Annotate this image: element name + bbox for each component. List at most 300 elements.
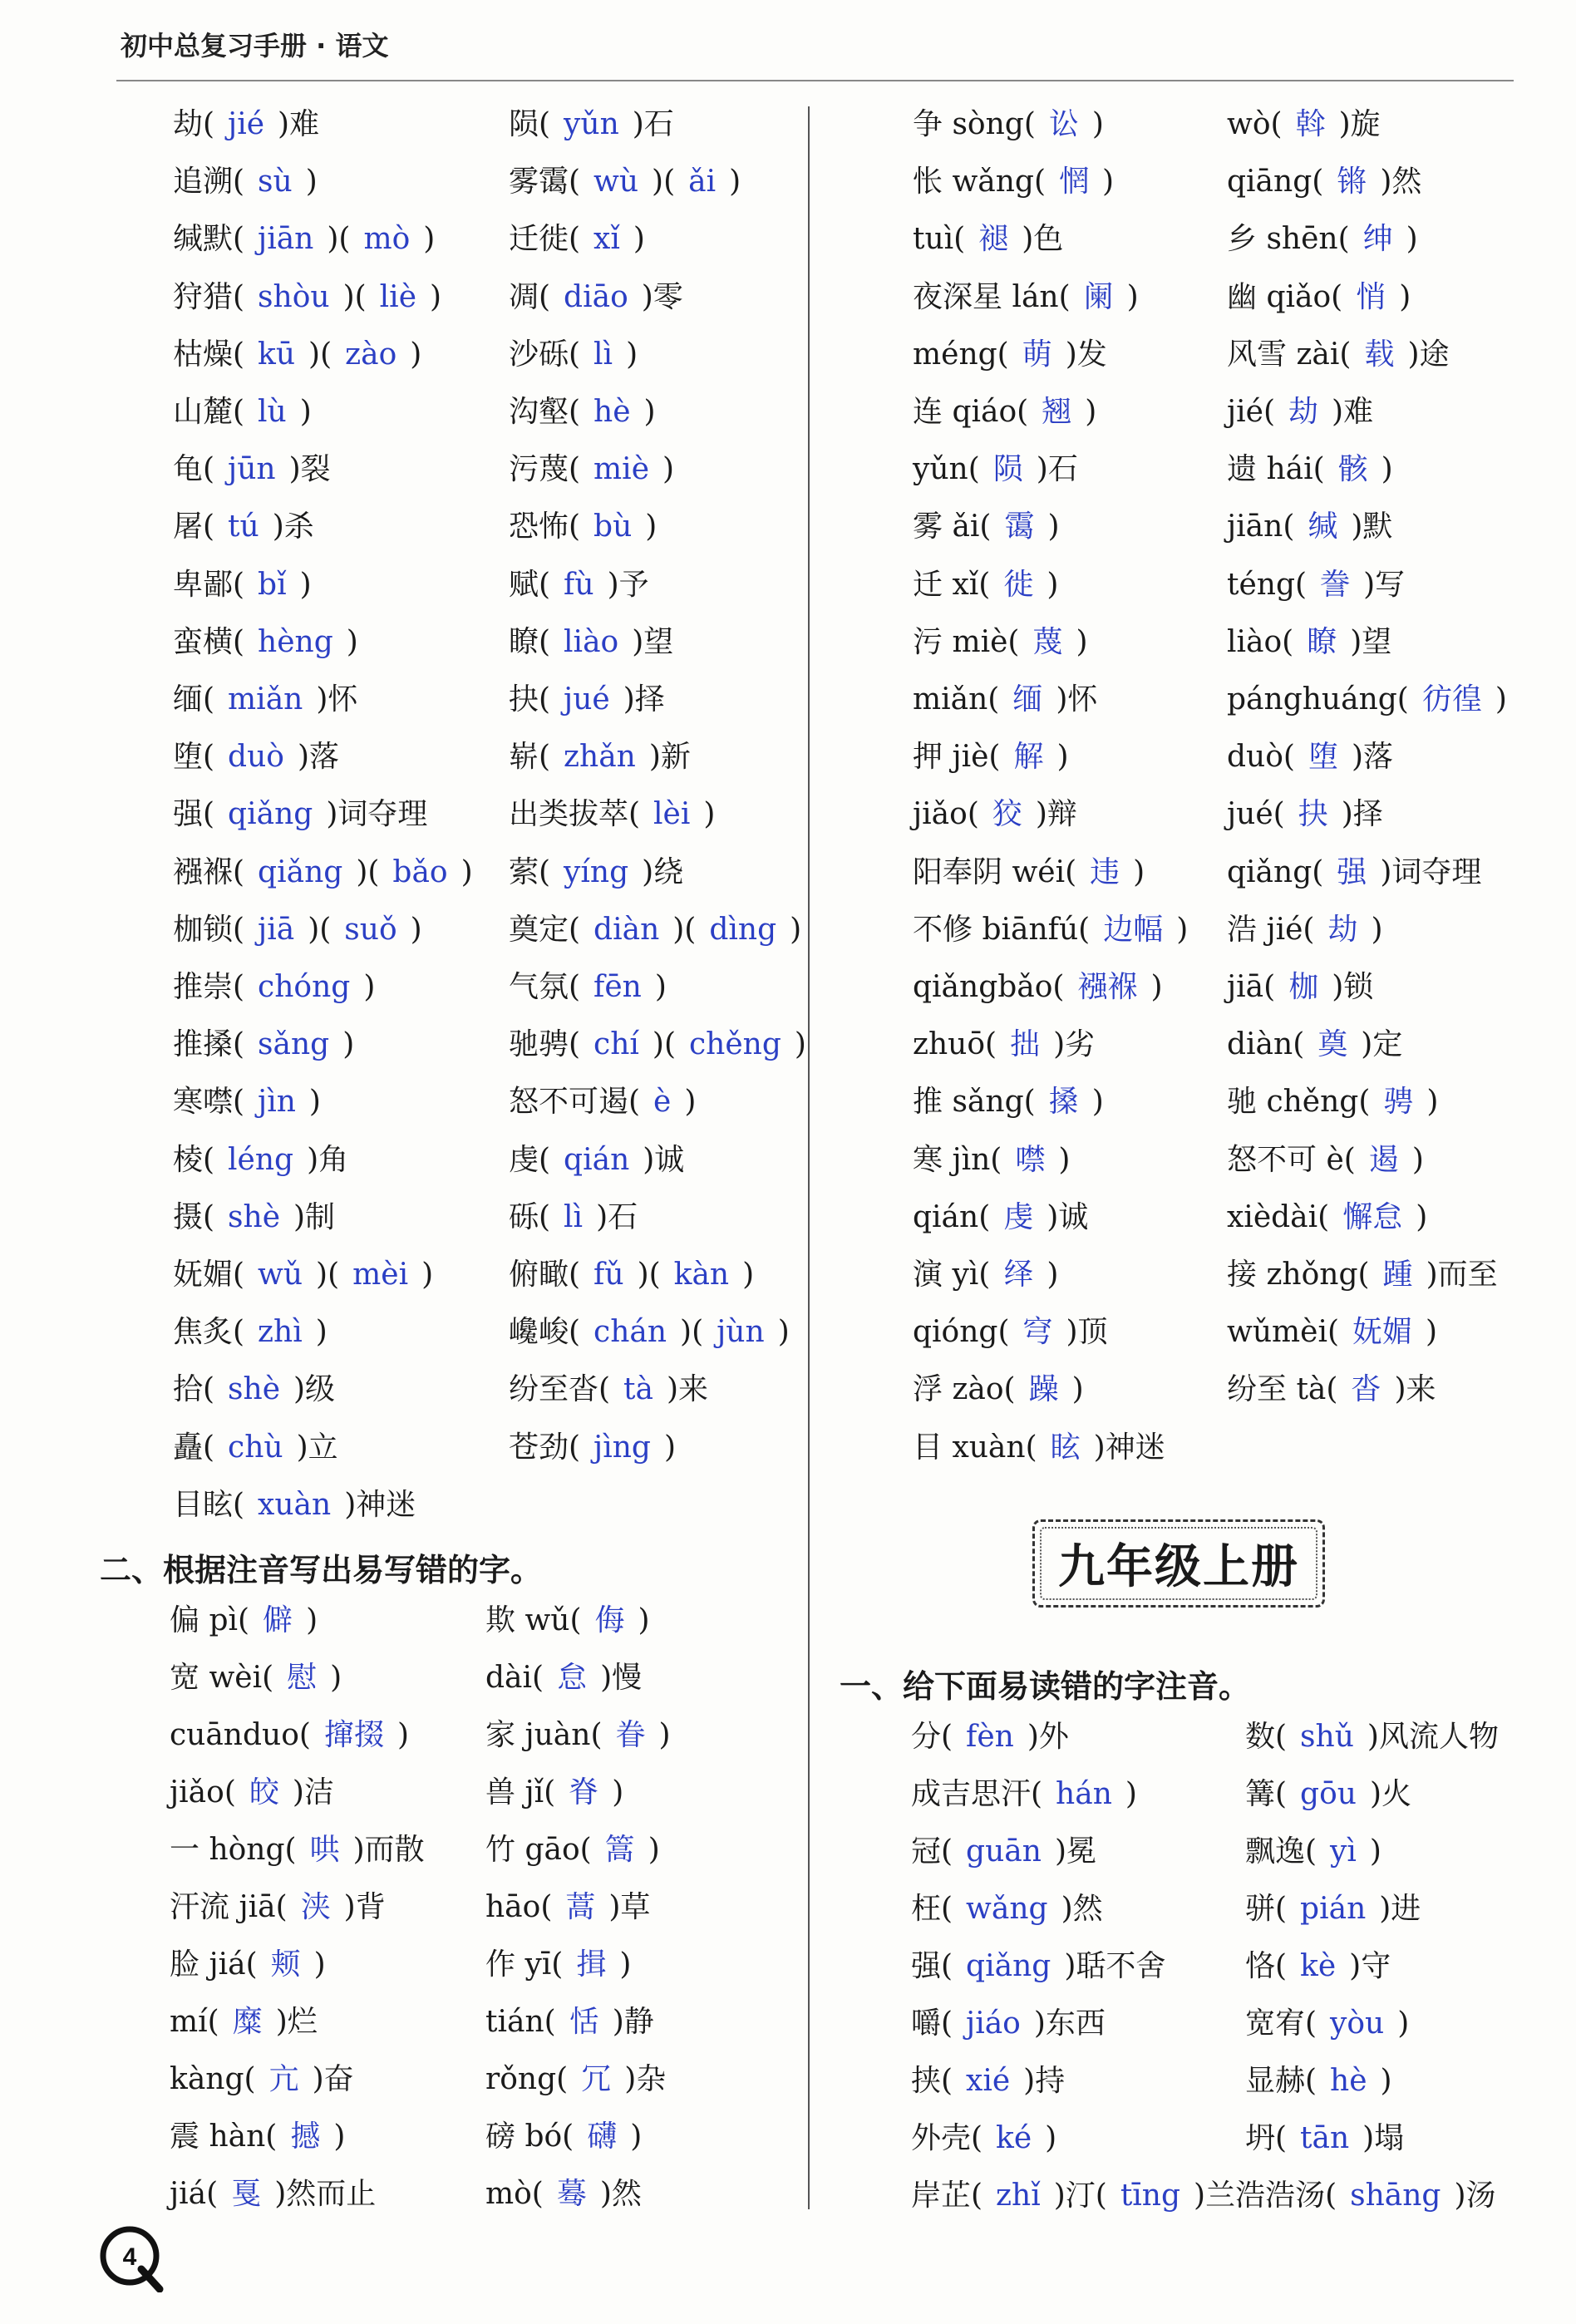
vocab-entry bbox=[913, 624, 1088, 659]
prompt-text: )外 bbox=[1027, 1720, 1069, 1754]
vocab-entry bbox=[509, 222, 645, 257]
answer-text: 虔 bbox=[1003, 1199, 1034, 1234]
answer-text: 惘 bbox=[1059, 165, 1090, 199]
prompt-text: 矗( bbox=[173, 1430, 215, 1465]
answer-text: 缄 bbox=[1308, 510, 1338, 544]
prompt-text: jiǎo( bbox=[913, 797, 979, 832]
prompt-text: wò( bbox=[1227, 107, 1283, 141]
prompt-text: kàng( bbox=[170, 2062, 256, 2096]
prompt-text: )锁 bbox=[1332, 970, 1374, 1004]
answer-text: 绅 bbox=[1362, 222, 1393, 257]
prompt-text: )予 bbox=[607, 567, 649, 602]
prompt-text: )默 bbox=[1351, 510, 1393, 544]
prompt-text: )冕 bbox=[1054, 1834, 1096, 1869]
vocab-entry bbox=[913, 279, 1139, 314]
answer-text: 陨 bbox=[992, 452, 1023, 487]
vocab-entry bbox=[1245, 2006, 1410, 2041]
prompt-text: ) bbox=[645, 510, 657, 544]
answer-text: 颊 bbox=[270, 1947, 301, 1982]
answer-text: 怠 bbox=[557, 1661, 588, 1695]
prompt-text: ) bbox=[423, 222, 436, 257]
vocab-entry bbox=[1227, 1142, 1424, 1177]
prompt-text: 苍劲( bbox=[509, 1430, 581, 1465]
prompt-text: 汗流 jiā( bbox=[170, 1890, 288, 1924]
answer-text: lì bbox=[564, 1199, 584, 1234]
prompt-text: 兽 jǐ( bbox=[485, 1775, 556, 1809]
vocab-entry bbox=[509, 452, 675, 487]
prompt-text: jué( bbox=[1227, 797, 1285, 832]
vocab-entry bbox=[173, 567, 312, 602]
prompt-text: )来 bbox=[666, 1372, 709, 1407]
answer-text: shǔ bbox=[1300, 1720, 1354, 1754]
prompt-text: )( bbox=[637, 1258, 661, 1292]
prompt-text: rǒng( bbox=[485, 2062, 569, 2096]
prompt-text: ) bbox=[363, 970, 376, 1004]
vocab-entry bbox=[913, 222, 1064, 257]
prompt-text: diàn( bbox=[1227, 1027, 1305, 1062]
prompt-text: ) bbox=[333, 2120, 346, 2154]
answer-text: shāng bbox=[1350, 2179, 1441, 2213]
answer-text: 侮 bbox=[594, 1603, 625, 1637]
answer-text: 褪 bbox=[978, 222, 1009, 257]
prompt-text: )火 bbox=[1369, 1777, 1411, 1811]
prompt-text: 夜深星 lán( bbox=[913, 279, 1071, 314]
prompt-text: )背 bbox=[343, 1890, 386, 1924]
answer-text: chí bbox=[593, 1027, 639, 1062]
prompt-text: ) bbox=[396, 1718, 410, 1752]
answer-text: lèi bbox=[653, 797, 691, 832]
vocab-entry bbox=[509, 624, 674, 659]
prompt-text: ) bbox=[1058, 1142, 1071, 1177]
answer-text: qiǎng bbox=[258, 854, 343, 889]
prompt-text: )旋 bbox=[1338, 107, 1381, 141]
prompt-text: 飘逸( bbox=[1245, 1834, 1317, 1869]
vocab-entry bbox=[170, 2062, 354, 2096]
prompt-text: )杀 bbox=[272, 510, 314, 544]
answer-text: 冗 bbox=[581, 2062, 612, 2096]
prompt-text: )而至 bbox=[1426, 1258, 1498, 1292]
answer-text: liào bbox=[564, 624, 619, 659]
vocab-entry bbox=[913, 1142, 1071, 1177]
prompt-text: 沟壑( bbox=[509, 395, 581, 429]
answer-text: liè bbox=[379, 279, 417, 314]
prompt-text: )劣 bbox=[1053, 1027, 1096, 1062]
vocab-entry bbox=[1245, 1722, 1499, 1752]
prompt-text: ) bbox=[1133, 854, 1145, 889]
vocab-entry bbox=[1245, 1834, 1381, 1869]
answer-text: 眩 bbox=[1050, 1430, 1081, 1465]
prompt-text: ) bbox=[1426, 1315, 1438, 1350]
prompt-text: 坍( bbox=[1245, 2121, 1288, 2155]
prompt-text: mí( bbox=[170, 2005, 219, 2039]
vocab-entry bbox=[1245, 1777, 1411, 1811]
vocab-entry bbox=[173, 452, 331, 487]
vocab-entry bbox=[170, 2179, 376, 2209]
vocab-entry bbox=[485, 1663, 642, 1693]
prompt-text: 目 xuàn( bbox=[913, 1430, 1037, 1465]
prompt-text: xièdài( bbox=[1227, 1199, 1330, 1234]
prompt-text: )汤 bbox=[1454, 2179, 1496, 2213]
vocab-entry bbox=[173, 337, 422, 372]
prompt-text: 凋( bbox=[509, 279, 551, 314]
answer-text: 强 bbox=[1337, 854, 1367, 889]
prompt-text: 怒不可遏( bbox=[509, 1085, 641, 1120]
prompt-text: 篝( bbox=[1245, 1777, 1288, 1811]
prompt-text: )怀 bbox=[1056, 682, 1098, 716]
vocab-entry bbox=[913, 797, 1077, 832]
vocab-entry bbox=[485, 1890, 651, 1924]
prompt-text: 强( bbox=[173, 797, 215, 832]
prompt-text: ) bbox=[1397, 2006, 1410, 2041]
prompt-text: )级 bbox=[293, 1372, 336, 1407]
prompt-text: )写 bbox=[1363, 567, 1406, 602]
answer-text: shè bbox=[228, 1372, 281, 1407]
vocab-entry bbox=[173, 1315, 328, 1350]
vocab-entry bbox=[509, 912, 802, 947]
answer-text: bǐ bbox=[258, 567, 287, 602]
answer-text: qián bbox=[564, 1142, 630, 1177]
prompt-text: ) bbox=[1406, 222, 1418, 257]
answer-text: 浃 bbox=[300, 1890, 331, 1924]
vocab-entry bbox=[509, 1085, 697, 1120]
prompt-text: 纷至沓( bbox=[509, 1372, 611, 1407]
vocab-entry bbox=[173, 279, 442, 314]
prompt-text: 欺 wǔ( bbox=[485, 1603, 582, 1637]
prompt-text: )( bbox=[356, 854, 380, 889]
answer-text: dìng bbox=[709, 912, 777, 947]
vocab-entry bbox=[1227, 512, 1392, 542]
prompt-text: 迁 xǐ( bbox=[913, 567, 991, 602]
vocab-entry bbox=[1227, 397, 1373, 427]
vocab-entry bbox=[1227, 912, 1383, 947]
vocab-entry bbox=[913, 452, 1078, 487]
answer-text: zhì bbox=[258, 1315, 303, 1350]
prompt-text: ) bbox=[626, 337, 638, 372]
prompt-text: )然 bbox=[1380, 165, 1422, 199]
prompt-text: 襁褓( bbox=[173, 854, 245, 889]
answer-text: kè bbox=[1300, 1949, 1337, 1983]
prompt-text: 枷锁( bbox=[173, 912, 245, 947]
prompt-text: 竹 gāo( bbox=[485, 1833, 592, 1867]
answer-text: diàn bbox=[593, 912, 660, 947]
answer-text: 骋 bbox=[1383, 1085, 1414, 1120]
answer-text: 狡 bbox=[992, 797, 1022, 832]
answer-text: jūn bbox=[228, 452, 276, 487]
prompt-text: cuānduo( bbox=[170, 1718, 311, 1752]
vocab-entry bbox=[173, 1430, 338, 1465]
prompt-text: )途 bbox=[1407, 337, 1450, 372]
vocab-entry bbox=[509, 1142, 685, 1177]
prompt-text: 嚼( bbox=[911, 2006, 953, 2041]
prompt-text: )( bbox=[672, 912, 697, 947]
vocab-entry bbox=[913, 107, 1104, 141]
answer-text: 踵 bbox=[1382, 1258, 1413, 1292]
prompt-text: téng( bbox=[1227, 567, 1308, 602]
grade-heading bbox=[1032, 1519, 1325, 1608]
prompt-text: ) bbox=[1126, 279, 1139, 314]
prompt-text: )( bbox=[316, 1258, 340, 1292]
answer-text: 蔑 bbox=[1032, 624, 1063, 659]
answer-text: qiǎng bbox=[228, 797, 313, 832]
prompt-text: )( bbox=[327, 222, 351, 257]
vocab-entry bbox=[509, 1430, 676, 1465]
header-rule bbox=[116, 80, 1514, 81]
vocab-entry bbox=[911, 2066, 1065, 2096]
prompt-text: )诚 bbox=[643, 1142, 685, 1177]
prompt-text: qián( bbox=[913, 1199, 991, 1234]
prompt-text: jiān( bbox=[1227, 510, 1295, 544]
vocab-entry bbox=[170, 1775, 334, 1809]
prompt-text: )择 bbox=[623, 682, 665, 716]
answer-text: suǒ bbox=[344, 912, 397, 947]
vocab-entry bbox=[173, 1085, 321, 1120]
vocab-entry bbox=[913, 167, 1114, 197]
prompt-text: 劫( bbox=[173, 107, 215, 141]
prompt-text: 不修 biānfú( bbox=[913, 912, 1091, 947]
answer-text: 揖 bbox=[576, 1947, 607, 1982]
prompt-text: )石 bbox=[596, 1199, 638, 1234]
answer-text: lì bbox=[593, 337, 613, 372]
answer-text: fǔ bbox=[593, 1258, 624, 1292]
answer-text: 奠 bbox=[1317, 1027, 1348, 1062]
answer-text: 劫 bbox=[1327, 912, 1358, 947]
vocab-entry bbox=[1227, 624, 1392, 659]
vocab-entry bbox=[509, 337, 638, 372]
vocab-entry bbox=[1227, 107, 1381, 141]
prompt-text: 驰 chěng( bbox=[1227, 1085, 1371, 1120]
prompt-text: )草 bbox=[608, 1890, 651, 1924]
answer-text: fēn bbox=[593, 970, 642, 1004]
answer-text: chěng bbox=[689, 1027, 781, 1062]
prompt-text: miǎn( bbox=[913, 682, 1000, 716]
prompt-text: ) bbox=[703, 797, 716, 832]
vocab-entry bbox=[173, 682, 358, 716]
vocab-entry bbox=[913, 1085, 1104, 1120]
prompt-text: 追溯( bbox=[173, 165, 245, 199]
prompt-text: 污 miè( bbox=[913, 624, 1020, 659]
prompt-text: )立 bbox=[296, 1430, 338, 1465]
prompt-text: )落 bbox=[297, 740, 339, 775]
vocab-entry bbox=[173, 222, 436, 257]
prompt-text: 阳奉阴 wéi( bbox=[913, 854, 1077, 889]
prompt-text: )绕 bbox=[642, 854, 684, 889]
answer-text: 缅 bbox=[1012, 682, 1043, 716]
answer-text: 载 bbox=[1364, 337, 1395, 372]
prompt-text: )色 bbox=[1022, 222, 1064, 257]
prompt-text: )发 bbox=[1065, 337, 1107, 372]
prompt-text: 推 sǎng( bbox=[913, 1085, 1036, 1120]
prompt-text: ) bbox=[1047, 567, 1059, 602]
prompt-text: ) bbox=[305, 165, 318, 199]
prompt-text: 赋( bbox=[509, 567, 551, 602]
vocab-entry bbox=[173, 1260, 433, 1290]
prompt-text: )零 bbox=[641, 279, 683, 314]
vocab-entry bbox=[173, 107, 320, 141]
vocab-entry bbox=[485, 2007, 654, 2037]
prompt-text: ) bbox=[1369, 1834, 1381, 1869]
vocab-entry bbox=[173, 512, 314, 542]
vocab-entry bbox=[173, 740, 339, 775]
prompt-text: 怅 wǎng( bbox=[913, 165, 1046, 199]
answer-text: 恬 bbox=[569, 2005, 599, 2039]
prompt-text: ) bbox=[460, 854, 473, 889]
answer-text: 皎 bbox=[249, 1775, 279, 1809]
prompt-text: ) bbox=[1056, 740, 1069, 775]
prompt-text: )定 bbox=[1361, 1027, 1403, 1062]
prompt-text: ) bbox=[742, 1258, 755, 1292]
vocab-entry bbox=[913, 1372, 1084, 1407]
prompt-text: )兰浩浩汤( bbox=[1194, 2179, 1337, 2213]
prompt-text: )角 bbox=[307, 1142, 349, 1177]
prompt-text: )( bbox=[308, 912, 332, 947]
answer-text: mò bbox=[363, 222, 411, 257]
prompt-text: ) bbox=[1091, 1085, 1104, 1120]
prompt-text: )( bbox=[342, 279, 367, 314]
answer-text: jiáo bbox=[966, 2006, 1021, 2041]
prompt-text: )神迷 bbox=[1093, 1430, 1165, 1465]
vocab-entry bbox=[1245, 1894, 1421, 1924]
answer-text: wǔ bbox=[258, 1258, 303, 1292]
prompt-text: )风流人物 bbox=[1367, 1720, 1499, 1754]
prompt-text: 偏 pì( bbox=[170, 1603, 250, 1637]
vocab-entry bbox=[913, 912, 1189, 947]
vocab-entry bbox=[173, 1027, 355, 1062]
vocab-entry bbox=[173, 1487, 416, 1522]
answer-text: tīng bbox=[1120, 2179, 1181, 2213]
vocab-entry bbox=[509, 512, 657, 542]
prompt-text: )难 bbox=[1332, 395, 1374, 429]
vocab-entry bbox=[509, 397, 656, 427]
prompt-text: )烂 bbox=[275, 2005, 318, 2039]
prompt-text: ) bbox=[729, 165, 741, 199]
vocab-entry bbox=[1227, 567, 1406, 602]
prompt-text: 寒 jìn( bbox=[913, 1142, 1002, 1177]
answer-text: 边幅 bbox=[1103, 912, 1164, 947]
answer-text: jiā bbox=[258, 912, 295, 947]
answer-text: 撺掇 bbox=[323, 1718, 384, 1752]
vocab-entry bbox=[170, 2122, 345, 2152]
vocab-entry bbox=[509, 167, 741, 197]
prompt-text: hāo( bbox=[485, 1890, 553, 1924]
prompt-text: )石 bbox=[632, 107, 674, 141]
section-title-write: 二、根据注音写出易写错的字。 bbox=[100, 1551, 543, 1588]
answer-text: tú bbox=[228, 510, 259, 544]
answer-text: 堕 bbox=[1308, 740, 1338, 775]
prompt-text: 俯瞰( bbox=[509, 1258, 581, 1292]
page-number: 4 bbox=[122, 2243, 137, 2271]
prompt-text: 卑鄙( bbox=[173, 567, 245, 602]
answer-text: 哄 bbox=[309, 1833, 340, 1867]
vocab-entry bbox=[1227, 1315, 1438, 1350]
answer-text: diāo bbox=[564, 279, 628, 314]
answer-text: duò bbox=[228, 740, 284, 775]
prompt-text: )怀 bbox=[316, 682, 358, 716]
prompt-text: 作 yī( bbox=[485, 1947, 564, 1982]
prompt-text: ) bbox=[342, 1027, 355, 1062]
prompt-text: 浮 zào( bbox=[913, 1372, 1016, 1407]
prompt-text: ) bbox=[630, 2120, 643, 2154]
prompt-text: yǔn( bbox=[913, 452, 980, 487]
prompt-text: ) bbox=[612, 1775, 624, 1809]
prompt-text: )制 bbox=[293, 1199, 336, 1234]
answer-text: hèng bbox=[258, 624, 333, 659]
answer-text: 劫 bbox=[1288, 395, 1319, 429]
prompt-text: )( bbox=[652, 1027, 677, 1062]
prompt-text: ) bbox=[1091, 107, 1104, 141]
vocab-entry bbox=[509, 682, 665, 716]
answer-text: 脊 bbox=[569, 1775, 599, 1809]
prompt-text: ) bbox=[663, 1430, 676, 1465]
prompt-text: ) bbox=[410, 337, 422, 372]
vocab-entry bbox=[1227, 337, 1450, 372]
prompt-text: ) bbox=[1371, 912, 1383, 947]
prompt-text: ) bbox=[1102, 165, 1115, 199]
prompt-text: 演 yì( bbox=[913, 1258, 991, 1292]
prompt-text: ) bbox=[638, 1603, 650, 1637]
prompt-text: ) bbox=[299, 567, 312, 602]
vocab-entry bbox=[509, 567, 649, 602]
prompt-text: 山麓( bbox=[173, 395, 245, 429]
prompt-text: )( bbox=[652, 165, 676, 199]
prompt-text: ) bbox=[299, 395, 312, 429]
answer-text: tà bbox=[623, 1372, 653, 1407]
answer-text: 妩媚 bbox=[1352, 1315, 1413, 1350]
prompt-text: )( bbox=[680, 1315, 704, 1350]
answer-text: kū bbox=[258, 337, 296, 372]
answer-text: 遏 bbox=[1368, 1142, 1399, 1177]
vocab-entry bbox=[913, 972, 1163, 1002]
prompt-text: pánghuáng( bbox=[1227, 682, 1409, 716]
prompt-text: zhuō( bbox=[913, 1027, 997, 1062]
vocab-entry bbox=[485, 1947, 632, 1982]
vocab-entry bbox=[485, 2179, 642, 2209]
prompt-text: tuì( bbox=[913, 222, 966, 257]
vocab-entry bbox=[1227, 222, 1418, 257]
prompt-text: 风雪 zài( bbox=[1227, 337, 1352, 372]
vocab-entry bbox=[509, 1315, 790, 1350]
answer-text: jìn bbox=[258, 1085, 296, 1120]
vocab-entry bbox=[913, 682, 1098, 716]
answer-text: 阑 bbox=[1083, 279, 1114, 314]
answer-text: 悄 bbox=[1356, 279, 1386, 314]
prompt-text: ) bbox=[1399, 279, 1411, 314]
prompt-text: 遗 hái( bbox=[1227, 452, 1325, 487]
prompt-text: ) bbox=[306, 1603, 318, 1637]
answer-text: 违 bbox=[1090, 854, 1120, 889]
answer-text: chóng bbox=[258, 970, 351, 1004]
prompt-text: 气氛( bbox=[509, 970, 581, 1004]
answer-text: wù bbox=[593, 165, 639, 199]
vocab-entry bbox=[485, 1835, 660, 1865]
prompt-text: ) bbox=[648, 1833, 660, 1867]
prompt-text: mò( bbox=[485, 2177, 544, 2211]
prompt-text: ) bbox=[421, 1258, 434, 1292]
prompt-text: 崭( bbox=[509, 740, 551, 775]
prompt-text: ) bbox=[1176, 912, 1189, 947]
prompt-text: 争 sòng( bbox=[913, 107, 1036, 141]
prompt-text: 蛮横( bbox=[173, 624, 245, 659]
prompt-text: )( bbox=[308, 337, 332, 372]
prompt-text: ) bbox=[1380, 2064, 1392, 2098]
vocab-entry bbox=[485, 1775, 624, 1809]
prompt-text: )新 bbox=[648, 740, 691, 775]
prompt-text: )塌 bbox=[1362, 2121, 1405, 2155]
prompt-text: 宽宥( bbox=[1245, 2006, 1317, 2041]
prompt-text: 屠( bbox=[173, 510, 215, 544]
prompt-text: 震 hàn( bbox=[170, 2120, 278, 2154]
vocab-entry bbox=[913, 337, 1107, 372]
vocab-entry bbox=[1245, 1949, 1391, 1983]
